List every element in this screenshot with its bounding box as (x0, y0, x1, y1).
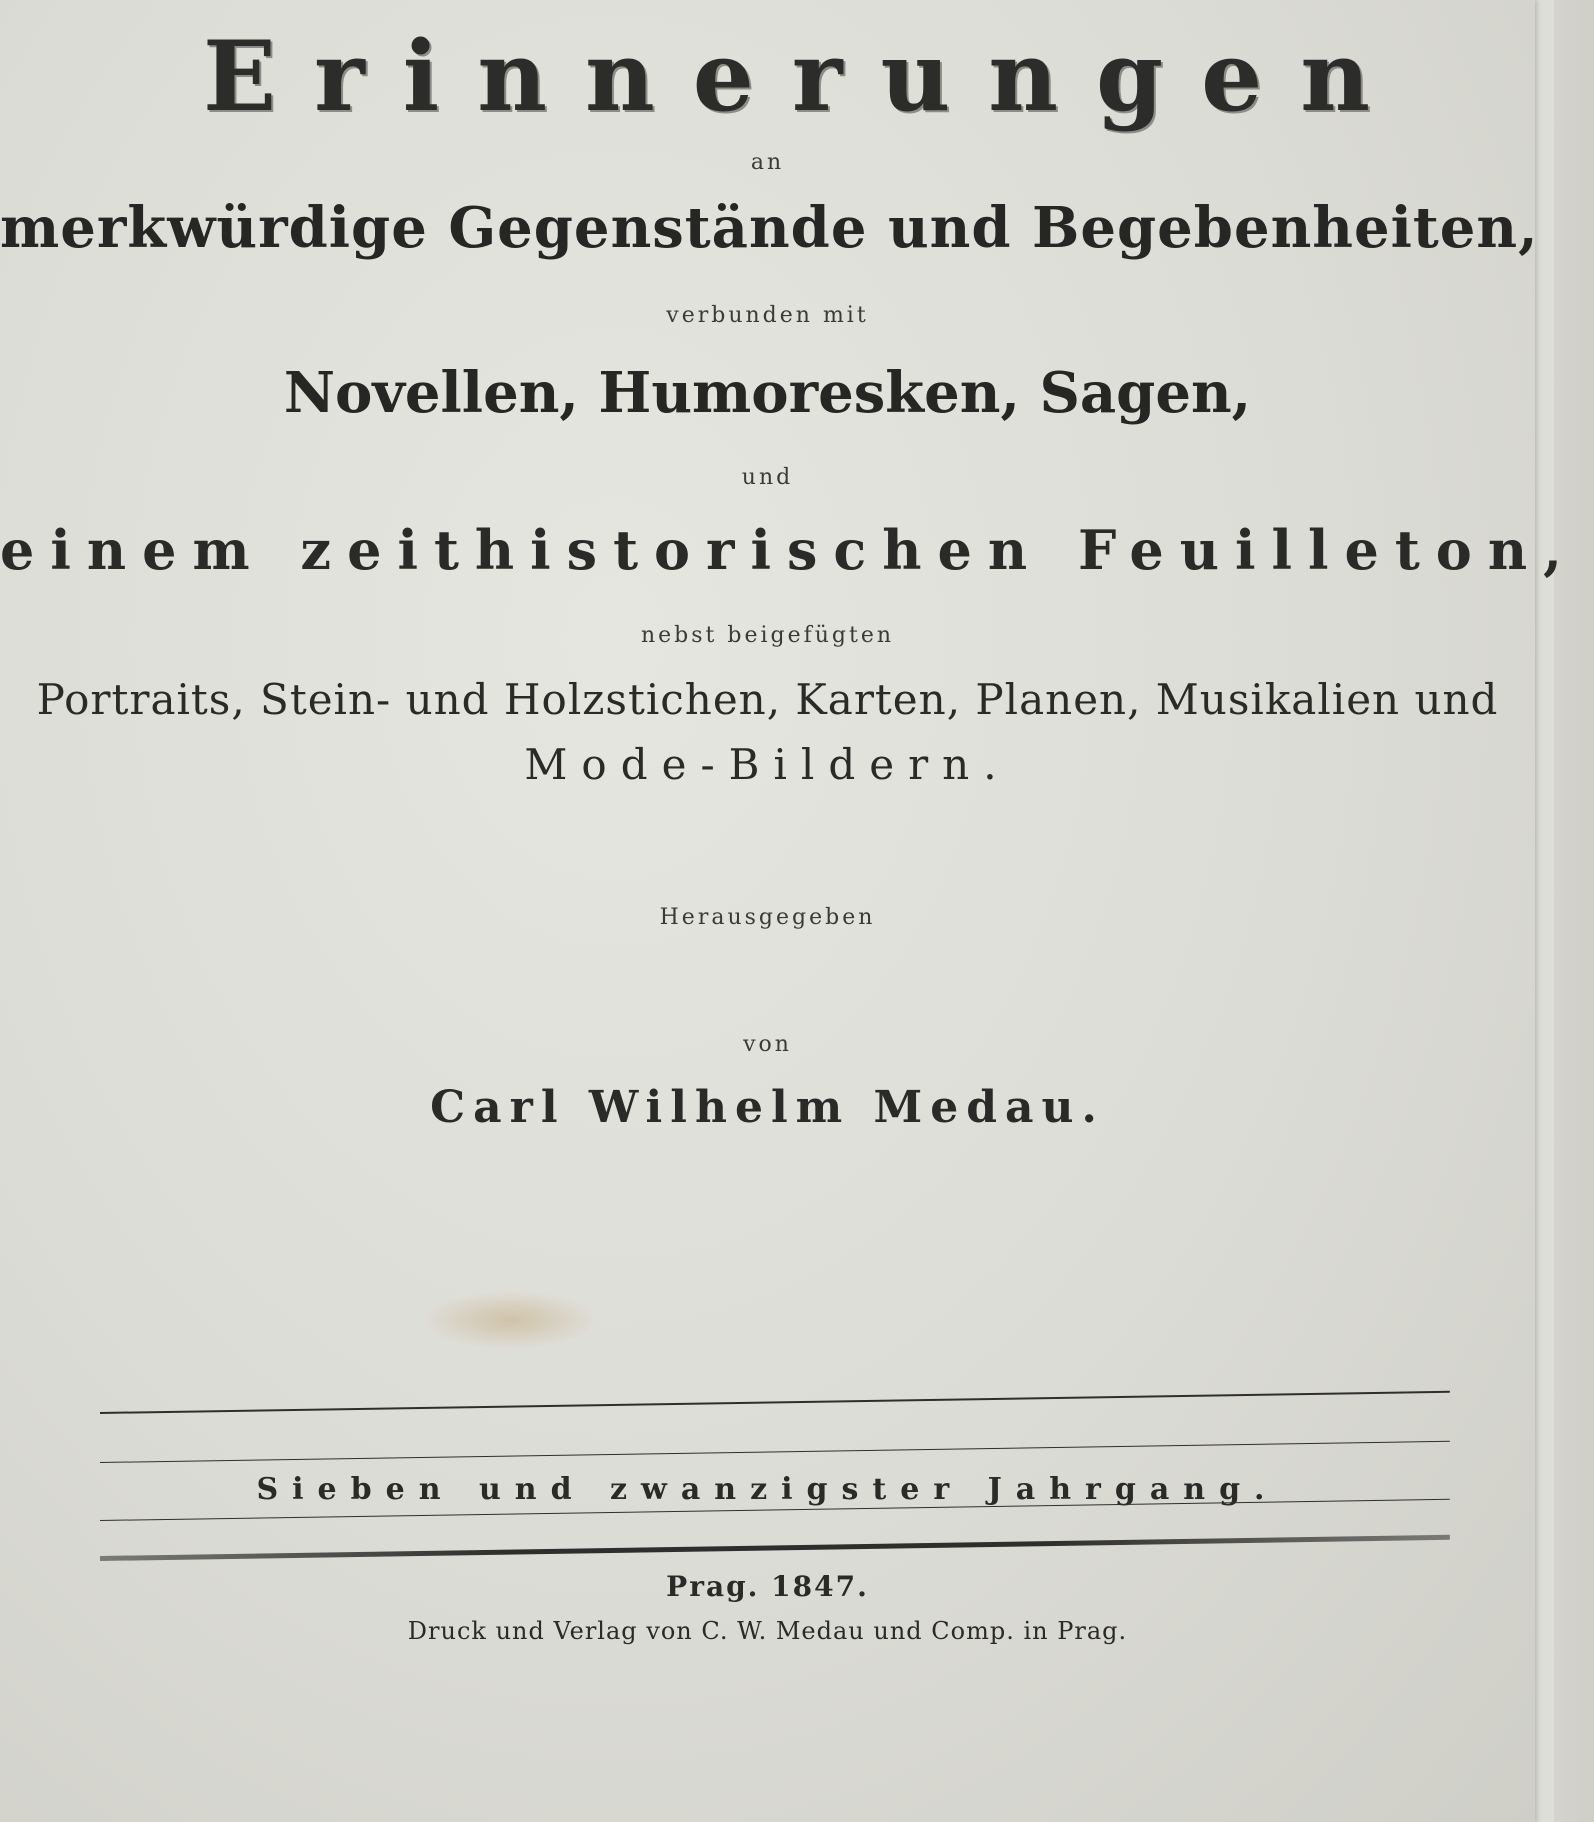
line-einem: einem zeithistorischen Feuilleton, (0, 518, 1578, 582)
paper-stain (420, 1290, 600, 1350)
rule-thick (100, 1535, 1450, 1561)
line-novellen: Novellen, Humoresken, Sagen, (283, 360, 1252, 426)
rule-upper (100, 1441, 1450, 1463)
line-und: und (741, 465, 794, 490)
line-verbunden: verbunden mit (666, 303, 869, 328)
line-merkwuerdige: merkwürdige Gegenstände und Begebenheiten, (0, 195, 1539, 261)
line-an: an (750, 150, 785, 175)
line-portraits: Portraits, Stein- und Holzstichen, Karten, Planen, Musikalien und (36, 675, 1499, 724)
publisher-line: Druck und Verlag von C. W. Medau und Comp. in Prag. (407, 1617, 1128, 1645)
author-name: Carl Wilhelm Medau. (430, 1082, 1105, 1133)
line-mode: Mode-Bildern. (524, 740, 1011, 789)
place-year: Prag. 1847. (666, 1570, 869, 1603)
line-nebst: nebst beigefügten (640, 623, 895, 648)
rule-top (100, 1391, 1450, 1414)
edition-line: Sieben und zwanzigster Jahrgang. (256, 1472, 1279, 1507)
page-title: Erinnerungen (202, 20, 1409, 133)
line-von: von (743, 1032, 792, 1057)
line-herausgegeben: Herausgegeben (659, 905, 876, 930)
